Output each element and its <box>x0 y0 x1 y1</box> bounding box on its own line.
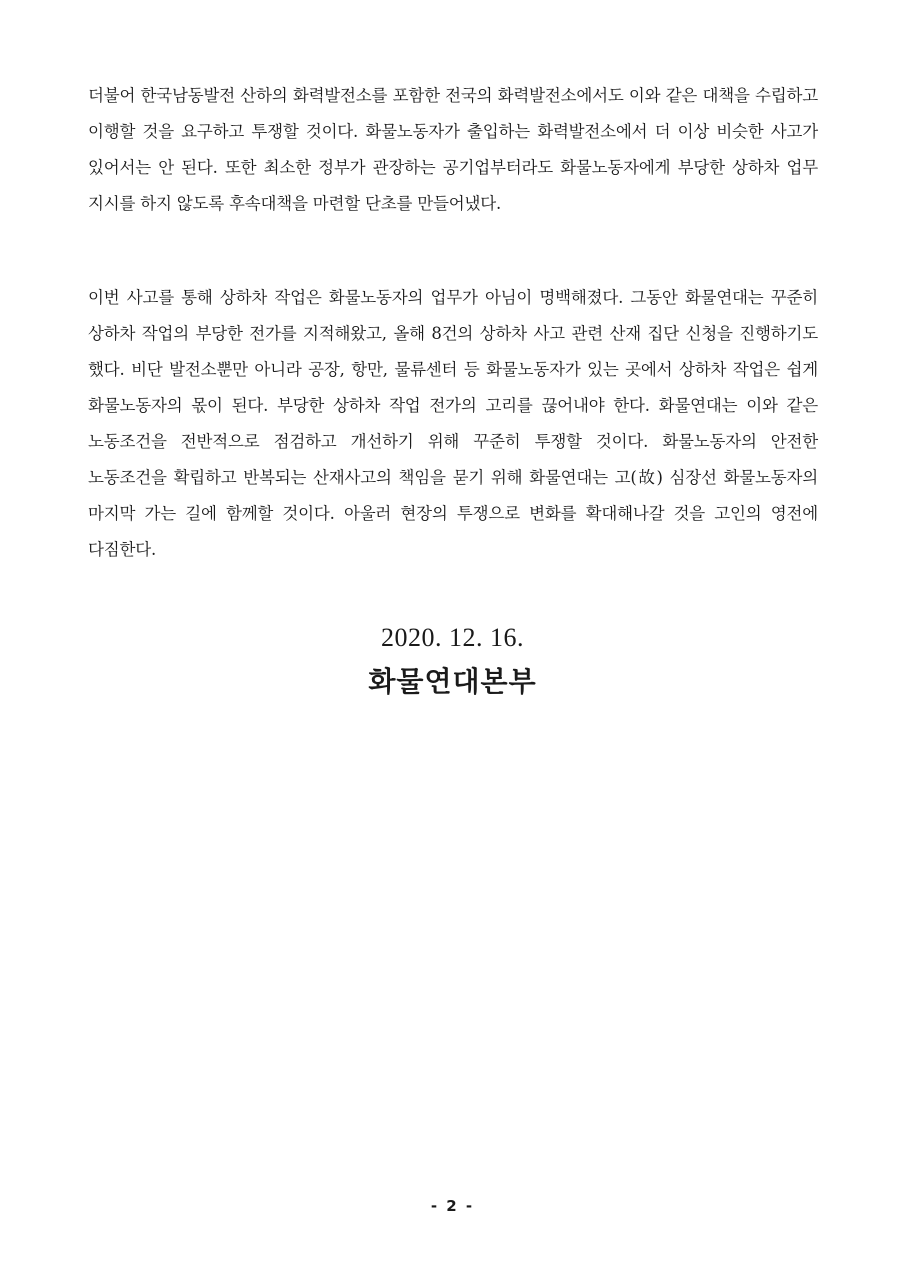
body-paragraph-2: 이번 사고를 통해 상하차 작업은 화물노동자의 업무가 아님이 명백해졌다. 그동안 화물연대는 꾸준히 상하차 작업의 부당한 전가를 지적해왔고, 올해 8건의 상하차 사고 관련 산재 집단 신청을 진행하기도 했다. 비단 발전소뿐만 아니라 공장, 항만, 물류센터 등 화물노동자가 있는 곳에서 상하차 작업은 쉽게 화물노동자의 몫이 된다. 부당한 상하차 작업 전가의 고리를 끊어내야 한다. 화물연대는 이와 같은 노동조건을 전반적으로 점검하고 개선하기 위해 꾸준히 투쟁할 것이다. 화물노동자의 안전한 노동조건을 확립하고 반복되는 산재사고의 책임을 묻기 위해 화물연대는 고(故) 심장선 화물노동자의 마지막 가는 길에 함께할 것이다. 아울러 현장의 투쟁으로 변화를 확대해나갈 것을 고인의 영전에 다짐한다. <box>88 288 818 559</box>
page-number: - 2 - <box>430 1197 475 1215</box>
body-paragraph-1: 더불어 한국남동발전 산하의 화력발전소를 포함한 전국의 화력발전소에서도 이와 같은 대책을 수립하고 이행할 것을 요구하고 투쟁할 것이다. 화물노동자가 출입하는 화력발전소에서 더 이상 비슷한 사고가 있어서는 안 된다. 또한 최소한 정부가 관장하는 공기업부터라도 화물노동자에게 부당한 상하차 업무 지시를 하지 않도록 후속대책을 마련할 단초를 만들어냈다. <box>88 86 818 213</box>
issuing-organization: 화물연대본부 <box>368 665 537 698</box>
document-date: 2020. 12. 16. <box>381 623 524 652</box>
